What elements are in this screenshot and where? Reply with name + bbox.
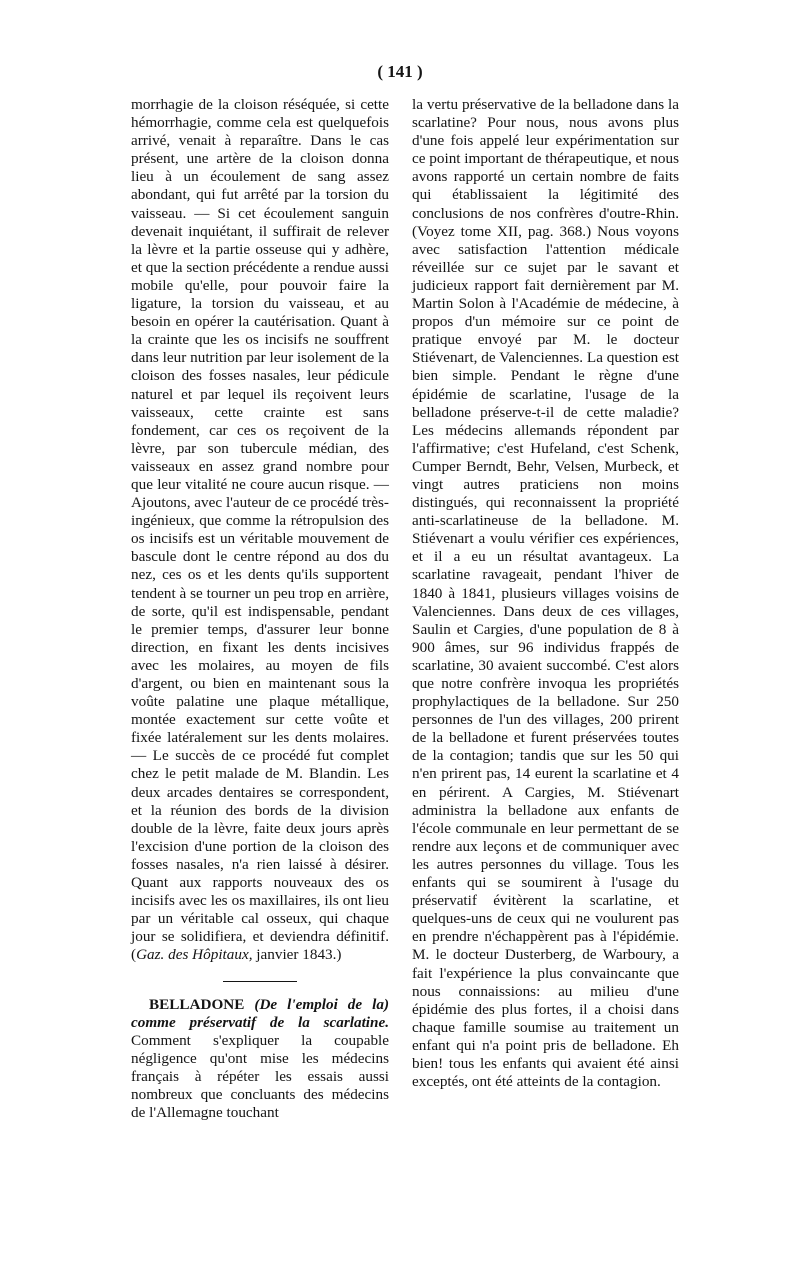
entry-title: (De l'emploi de la) comme préservatif de la scarlatine. [131, 995, 390, 1031]
entry-text: Comment s'expliquer la coupable négligence qu'ont mise les médecins français à répéter les essais aussi nombreux que concluants des médecins de l'Allemagne touchant [131, 1031, 389, 1122]
journal-reference: Gaz. des Hôpitaux, [136, 946, 253, 964]
body-paragraph-continued: la vertu préservative de la belladone dans la scarlatine? Pour nous, nous avons plus d'une fois appelé leur expérimentation sur ce point important de thérapeutique, et nous avons rapporté un certain nombre de faits qui établissaient la légitimité des conclusions de nos confrères d'outre-Rhin. (Voyez tome XII, pag. 368.) Nous voyons avec satisfaction l'attention médicale réveillée sur ce sujet par le savant et judicieux rapport fait dernièrement par M. Martin Solon à l'Académie de médecine, à propos d'un mémoire sur ce point de pratique envoyé par M. le docteur Stiévenart, de Valenciennes. La question est bien simple. Pendant le règne d'une épidémie de scarlatine, l'usage de la belladone préserve-t-il de cette maladie? Les médecins allemands répondent par l'affirmative; c'est Hufeland, c'est Schenk, Cumper Berndt, Behr, Velsen, Murbeck, et vingt autres praticiens non moins distingués, qui reconnaissent la propriété anti-scarlatineuse de la belladone. M. Stiévenart a voulu vérifier ces expériences, et il a eu un résultat avantageux. La scarlatine ravageait, pendant l'hiver de 1840 à 1841, plusieurs villages voisins de Valenciennes. Dans deux de ces villages, Saulin et Cargies, d'une population de 8 à 900 âmes, sur 96 individus frappés de scarlatine, 30 avaient succombé. C'est alors que notre confrère invoqua les propriétés prophylactiques de la belladone. Sur 250 personnes de l'un des villages, 200 prirent de la belladone et furent préservées toutes de la contagion; tandis que sur les 50 qui n'en prirent pas, 14 eurent la scarlatine et 4 en périrent. A Cargies, M. Stiévenart administra la belladone aux enfants de l'école communale en leur permettant de se rendre aux leçons et de communiquer avec les autres personnes du village. Tous les enfants qui se soumirent à l'usage du préservatif évitèrent la scarlatine, et quelques-uns de ceux qui ne voulurent pas en prendre n'échappèrent pas à l'épidémie. M. le docteur Dusterberg, de Warboury, a fait l'expérience la plus convaincante que nous connaissions: au milieu d'une épidémie des plus fortes, il a choisi dans chaque famille soumise au traitement un enfant qui n'a point pris de belladone. Eh bien! tous les enfants qui avaient été ainsi exceptés, ont été atteints de la contagion. [412, 96, 679, 1091]
page-number: ( 141 ) [377, 62, 423, 81]
reference-date: janvier 1843.) [256, 946, 342, 964]
paragraph-text: morrhagie de la cloison réséquée, si cette hémorrhagie, comme cela est quelquefois arrivé, venait à reparaître. Dans le cas présent, une artère de la cloison donna lieu à un écoulement de sang assez abondant, qui fut arrêté par la torsion du vaisseau. — Si cet écoulement sanguin devenait inquiétant, il suffirait de relever la lèvre et la partie osseuse qui y adhère, et que la section précédente a rendue aussi mobile qu'elle, pour pouvoir faire la ligature, la torsion du vaisseau, et au besoin en opérer la cautérisation. Quant à la crainte que les os incisifs ne souffrent dans leur nutrition par leur isolement de la cloison des fosses nasales, leur pédicule naturel et par lequel ils reçoivent leurs vaisseaux, cette crainte est sans fondement, car ces os reçoivent de la lèvre, par son tubercule médian, des vaisseaux en assez grand nombre pour que leur vitalité ne coure aucun risque. — Ajoutons, avec l'auteur de ce procédé très-ingénieux, que comme la rétropulsion des os incisifs est un véritable mouvement de bascule dont le centre répond au dos du nez, ces os et les dents qu'ils supportent tendent à se tourner un peu trop en arrière, de sorte, qu'il est indispensable, pendant le premier temps, d'assurer leur bonne direction, en fixant les dents incisives avec les molaires, au moyen de fils d'argent, ou bien en maintenant sous la voûte palatine une plaque métallique, montée exactement sur cette voûte et fixée latéralement sur les dents molaires. — Le succès de ce procédé fut complet chez le petit malade de M. Blandin. Les deux arcades dentaires se correspondent, et la réunion des bords de la division double de la lèvre, faite deux jours après l'excision d'une portion de la cloison des fosses nasales, n'a rien laissé à désirer. Quant aux rapports nouveaux des os incisifs avec les os maxillaires, ils ont lieu par un véritable cal osseux, qui chaque jour se solidifiera, et deviendra définitif. [131, 96, 389, 946]
right-column [412, 96, 679, 1091]
left-column [131, 96, 389, 1122]
entry-heading: BELLADONE [149, 995, 245, 1013]
reference-open: ( [131, 946, 137, 964]
section-divider [223, 981, 297, 982]
entry-paragraph [131, 996, 389, 1123]
body-paragraph [131, 96, 389, 965]
